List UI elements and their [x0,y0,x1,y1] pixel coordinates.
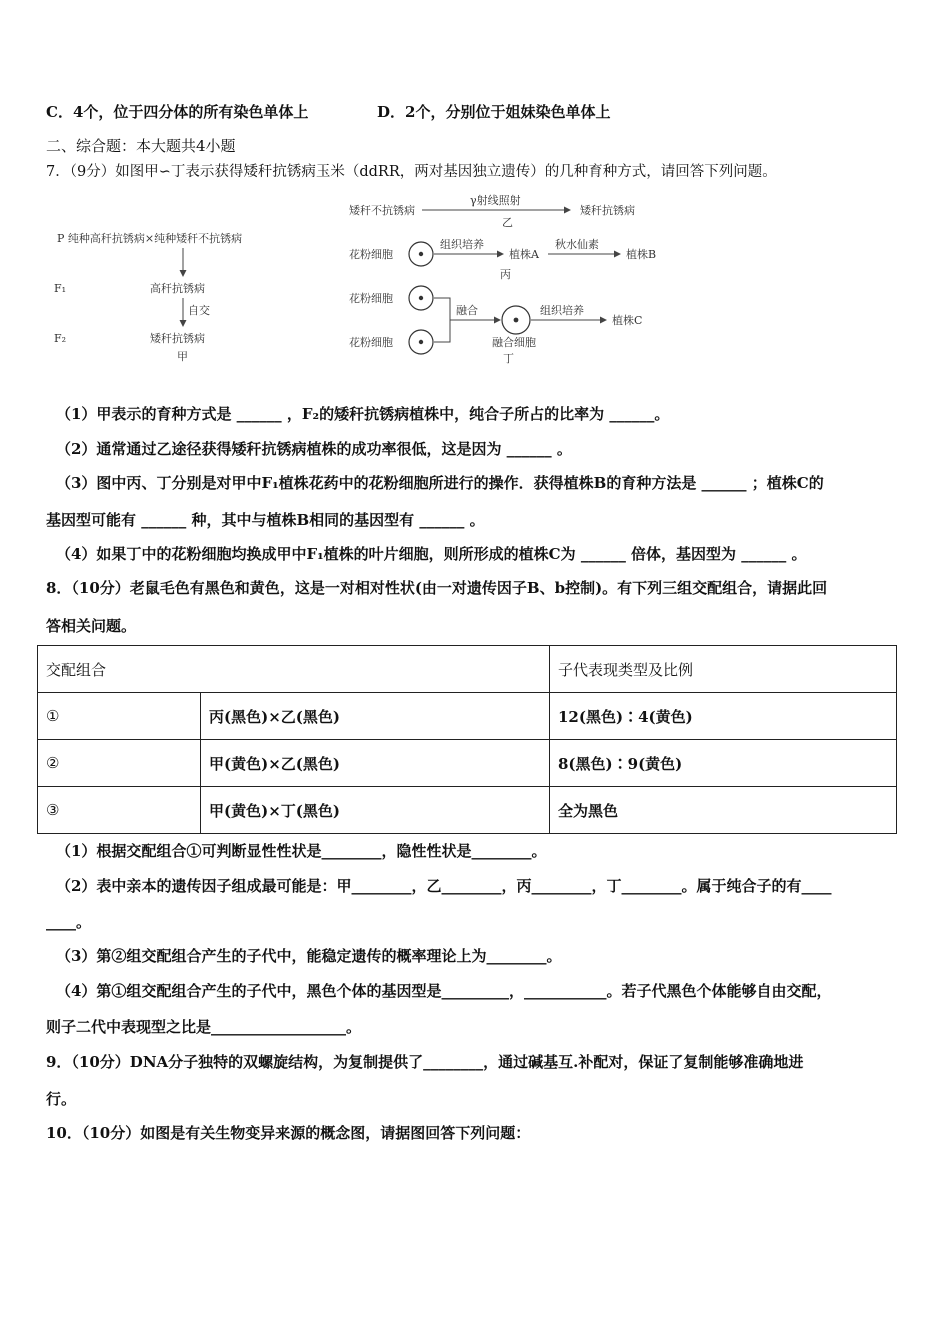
q8-sub3: （3）第②组交配组合产生的子代中，能稳定遗传的概率理论上为________。 [56,947,562,965]
q8-sub1: （1）根据交配组合①可判断显性性状是________，隐性性状是________。 [56,842,547,860]
row-cross: 甲(黄色)×乙(黑色) [201,740,550,787]
section-heading: 二、综合题：本大题共4小题 [46,137,236,155]
q7-sub3b: 基因型可能有 ______ 种，其中与植株B相同的基因型有 ______ 。 [46,511,485,529]
f1-phenotype: 高秆抗锈病 [150,282,205,295]
row-result: 全为黑色 [550,787,897,834]
q8-sub4a: （4）第①组交配组合产生的子代中，黑色个体的基因型是_________，___________。若子代黑色个体能够自由交配， [56,982,832,1000]
yi-end: 矮秆抗锈病 [580,204,635,217]
table-row [38,740,897,787]
q7-sub4: （4）如果丁中的花粉细胞均换成甲中F₁植株的叶片细胞，则所形成的植株C为 ______ 倍体，基因型为 ______ 。 [56,545,807,563]
row-number: ① [38,693,201,740]
f2-label: F₂ [54,332,67,345]
q8-stem-a: 8．（10分）老鼠毛色有黑色和黄色，这是一对相对性状(由一对遗传因子B、b控制)。有下列三组交配组合，请据此回 [46,579,828,597]
plant-a: 植株A [509,248,539,261]
q7-sub2: （2）通常通过乙途径获得矮秆抗锈病植株的成功率很低，这是因为 ______ 。 [56,440,572,458]
row-result: 8(黑色)∶9(黄色) [550,740,897,787]
row-number: ③ [38,787,201,834]
q10-stem: 10．（10分）如图是有关生物变异来源的概念图，请据图回答下列问题： [46,1124,531,1142]
table-row [38,787,897,834]
option-c: C．4个，位于四分体的所有染色单体上 [46,103,309,121]
label-jia: 甲 [177,350,188,363]
fusion-bracket [434,298,450,342]
f2-phenotype: 矮秆抗锈病 [150,332,205,345]
header-offspring: 子代表现类型及比例 [550,646,897,693]
q8-sub4b: 则子二代中表现型之比是__________________。 [46,1018,362,1036]
p-line: P 纯种高秆抗锈病×纯种矮秆不抗锈病 [57,232,243,245]
q7-stem: 7．（9分）如图甲∽丁表示获得矮秆抗锈病玉米（ddRR，两对基因独立遗传）的几种育种方式，请回答下列问题。 [46,164,777,180]
pollen-cell-ding-1: 花粉细胞 [349,292,393,305]
colchicine-label: 秋水仙素 [555,238,599,251]
row-cross: 甲(黄色)×丁(黑色) [201,787,550,834]
pollen-cell-bing: 花粉细胞 [349,248,393,261]
row-number: ② [38,740,201,787]
plant-c: 植株C [612,314,643,327]
table-row [38,693,897,740]
selfing-label: 自交 [188,304,210,317]
yi-start: 矮秆不抗锈病 [349,204,415,217]
option-d: D．2个，分别位于姐妹染色单体上 [377,103,611,121]
fused-cell-label: 融合细胞 [492,336,536,349]
q8-stem-b: 答相关问题。 [46,617,137,635]
q9-line-b: 行。 [46,1090,77,1108]
pollen-cell-ding-2: 花粉细胞 [349,336,393,349]
fusion-label: 融合 [456,304,478,317]
tissue-culture-label-2: 组织培养 [540,304,584,317]
f1-label: F₁ [54,282,67,295]
breeding-diagram [40,188,700,368]
row-cross: 丙(黑色)×乙(黑色) [201,693,550,740]
cross-table [37,645,897,834]
label-yi: 乙 [502,216,513,229]
table-header-row [38,646,897,693]
tissue-culture-label: 组织培养 [440,238,484,251]
label-bing: 丙 [500,268,511,281]
header-cross: 交配组合 [38,646,550,693]
q8-sub2a: （2）表中亲本的遗传因子组成最可能是：甲________，乙________，丙________，丁________。属于纯合子的有____ [56,877,832,895]
yi-arrow-label: γ射线照射 [470,194,521,207]
q8-sub2b: ____。 [46,913,92,931]
label-ding: 丁 [503,352,514,365]
plant-b: 植株B [626,248,657,261]
q7-sub3a: （3）图中丙、丁分别是对甲中F₁植株花药中的花粉细胞所进行的操作．获得植株B的育种方法是 ______ ；植株C的 [56,474,824,492]
q9-line-a: 9．（10分）DNA分子独特的双螺旋结构，为复制提供了________，通过碱基互.补配对，保证了复制能够准确地进 [46,1053,804,1071]
row-result: 12(黑色)∶4(黄色) [550,693,897,740]
q7-sub1: （1）甲表示的育种方式是 ______ ，F₂的矮秆抗锈病植株中，纯合子所占的比率为 ______。 [56,405,670,423]
